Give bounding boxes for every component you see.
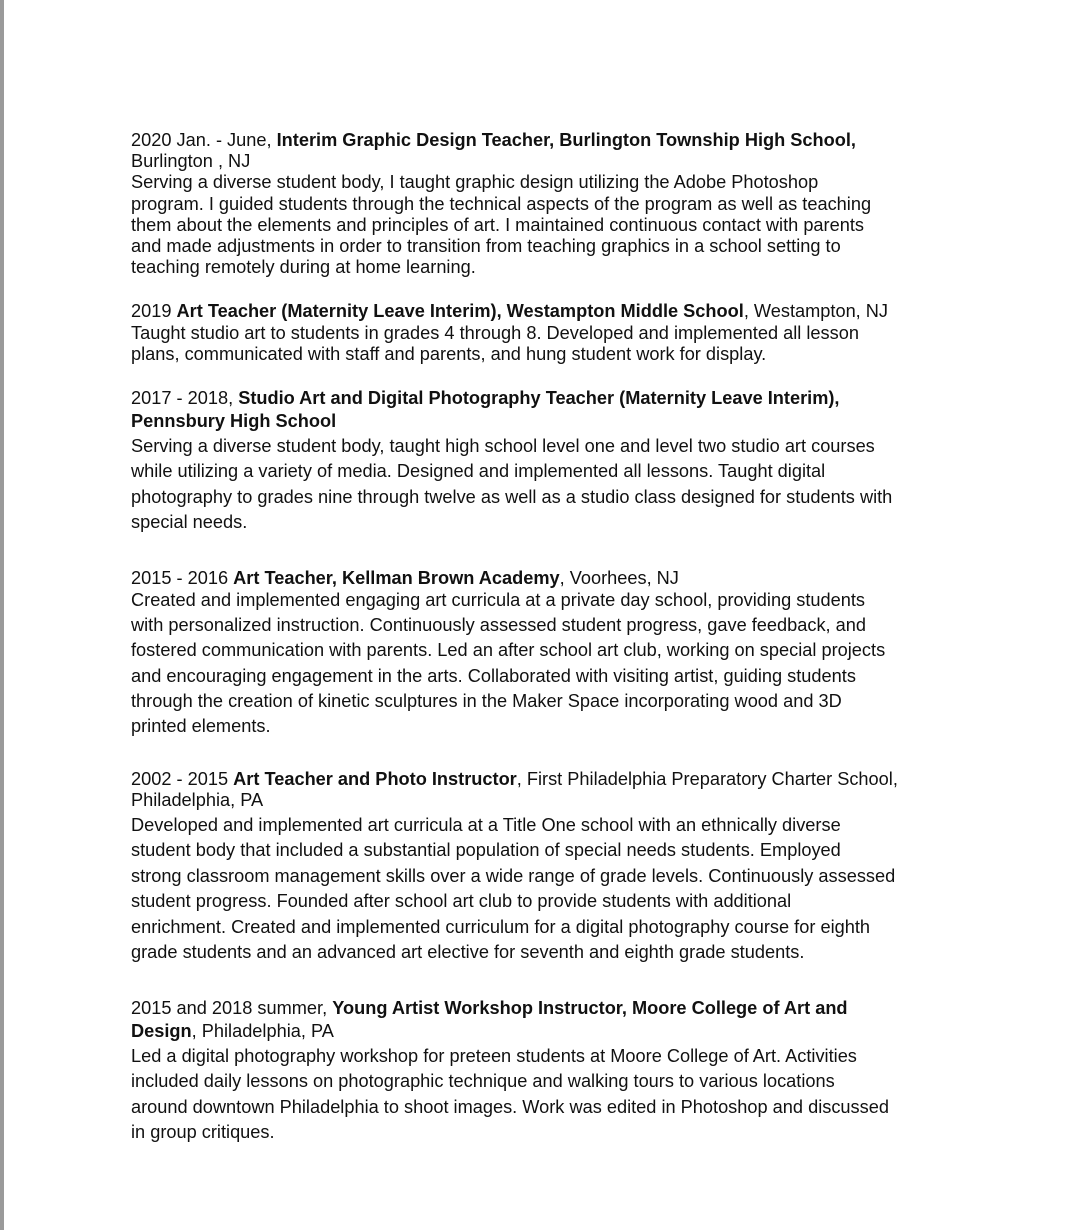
position-title: Pennsbury High School [131,411,337,431]
entry-description-line: fostered communication with parents. Led an after school art club, working on special projects [131,640,886,660]
entry-detail: 2015 and 2018 summer, [131,998,333,1018]
entry-detail: 2017 - 2018, [131,388,239,408]
position-title: Studio Art and Digital Photography Teacher (Maternity Leave Interim), [238,388,840,408]
entry-description-line: and encouraging engagement in the arts. Collaborated with visiting artist, guiding students [131,666,856,686]
entry-description-line: Created and implemented engaging art curricula at a private day school, providing students [131,590,865,610]
entry-description-line: Developed and implemented art curricula at a Title One school with an ethnically diverse [131,815,841,835]
position-title: Art Teacher (Maternity Leave Interim), Westampton Middle School [176,301,744,321]
entry-description-line: plans, communicated with staff and parents, and hung student work for display. [131,344,767,364]
entry-description-line: enrichment. Created and implemented curriculum for a digital photography course for eighth [131,917,871,937]
entry-heading [131,1020,334,1042]
entry-detail: Burlington , NJ [131,151,251,171]
entry-heading [131,997,848,1019]
entry-detail: Philadelphia, PA [131,790,264,810]
entry-heading [131,789,263,811]
entry-description-line: program. I guided students through the technical aspects of the program as well as teaching [131,194,872,214]
entry-description-line: them about the elements and principles of art. I maintained continuous contact with parents [131,215,864,235]
entry-description-line: student body that included a substantial population of special needs students. Employed [131,840,841,860]
entry-description-line: and made adjustments in order to transition from teaching graphics in a school setting to [131,236,841,256]
entry-heading [131,410,336,432]
entry-detail: 2015 - 2016 [131,568,234,588]
entry-description-line: Led a digital photography workshop for preteen students at Moore College of Art. Activities [131,1046,857,1066]
entry-description-line: in group critiques. [131,1122,275,1142]
position-title: Design [131,1021,192,1041]
entry-detail: , Voorhees, NJ [559,568,679,588]
entry-description-line: Serving a diverse student body, taught high school level one and level two studio art courses [131,436,875,456]
entry-detail: , Westampton, NJ [743,301,889,321]
entry-detail: 2020 Jan. - June, [131,130,277,150]
position-title: Interim Graphic Design Teacher, Burlington Township High School, [276,130,856,150]
entry-description-line: with personalized instruction. Continuously assessed student progress, gave feedback, and [131,615,867,635]
entry-heading [131,150,250,172]
entry-description-line: teaching remotely during at home learning. [131,257,476,277]
entry-heading [131,387,839,409]
entry-heading [131,300,888,322]
entry-description-line: through the creation of kinetic sculptures in the Maker Space incorporating wood and 3D [131,691,842,711]
entry-detail: 2019 [131,301,177,321]
position-title: Art Teacher, Kellman Brown Academy [233,568,560,588]
entry-detail: , First Philadelphia Preparatory Charter School, [516,769,898,789]
entry-description-line: student progress. Founded after school art club to provide students with additional [131,891,792,911]
entry-description-line: printed elements. [131,716,271,736]
entry-description-line: included daily lessons on photographic technique and walking tours to various locations [131,1071,835,1091]
entry-heading [131,567,679,589]
entry-description-line: special needs. [131,512,248,532]
position-title: Young Artist Workshop Instructor, Moore College of Art and [332,998,848,1018]
entry-description-line: around downtown Philadelphia to shoot images. Work was edited in Photoshop and discussed [131,1097,889,1117]
entry-detail: 2002 - 2015 [131,769,234,789]
entry-description-line: grade students and an advanced art elective for seventh and eighth grade students. [131,942,805,962]
entry-detail: , Philadelphia, PA [191,1021,334,1041]
entry-heading [131,768,898,790]
position-title: Art Teacher and Photo Instructor [233,769,517,789]
entry-description-line: Taught studio art to students in grades 4 through 8. Developed and implemented all lesson [131,323,859,343]
entry-heading [131,129,856,151]
page-left-edge [0,0,4,1230]
entry-description-line: strong classroom management skills over a wide range of grade levels. Continuously assessed [131,866,896,886]
entry-description-line: Serving a diverse student body, I taught graphic design utilizing the Adobe Photoshop [131,172,819,192]
entry-description-line: photography to grades nine through twelve as well as a studio class designed for students with [131,487,893,507]
entry-description-line: while utilizing a variety of media. Designed and implemented all lessons. Taught digital [131,461,826,481]
